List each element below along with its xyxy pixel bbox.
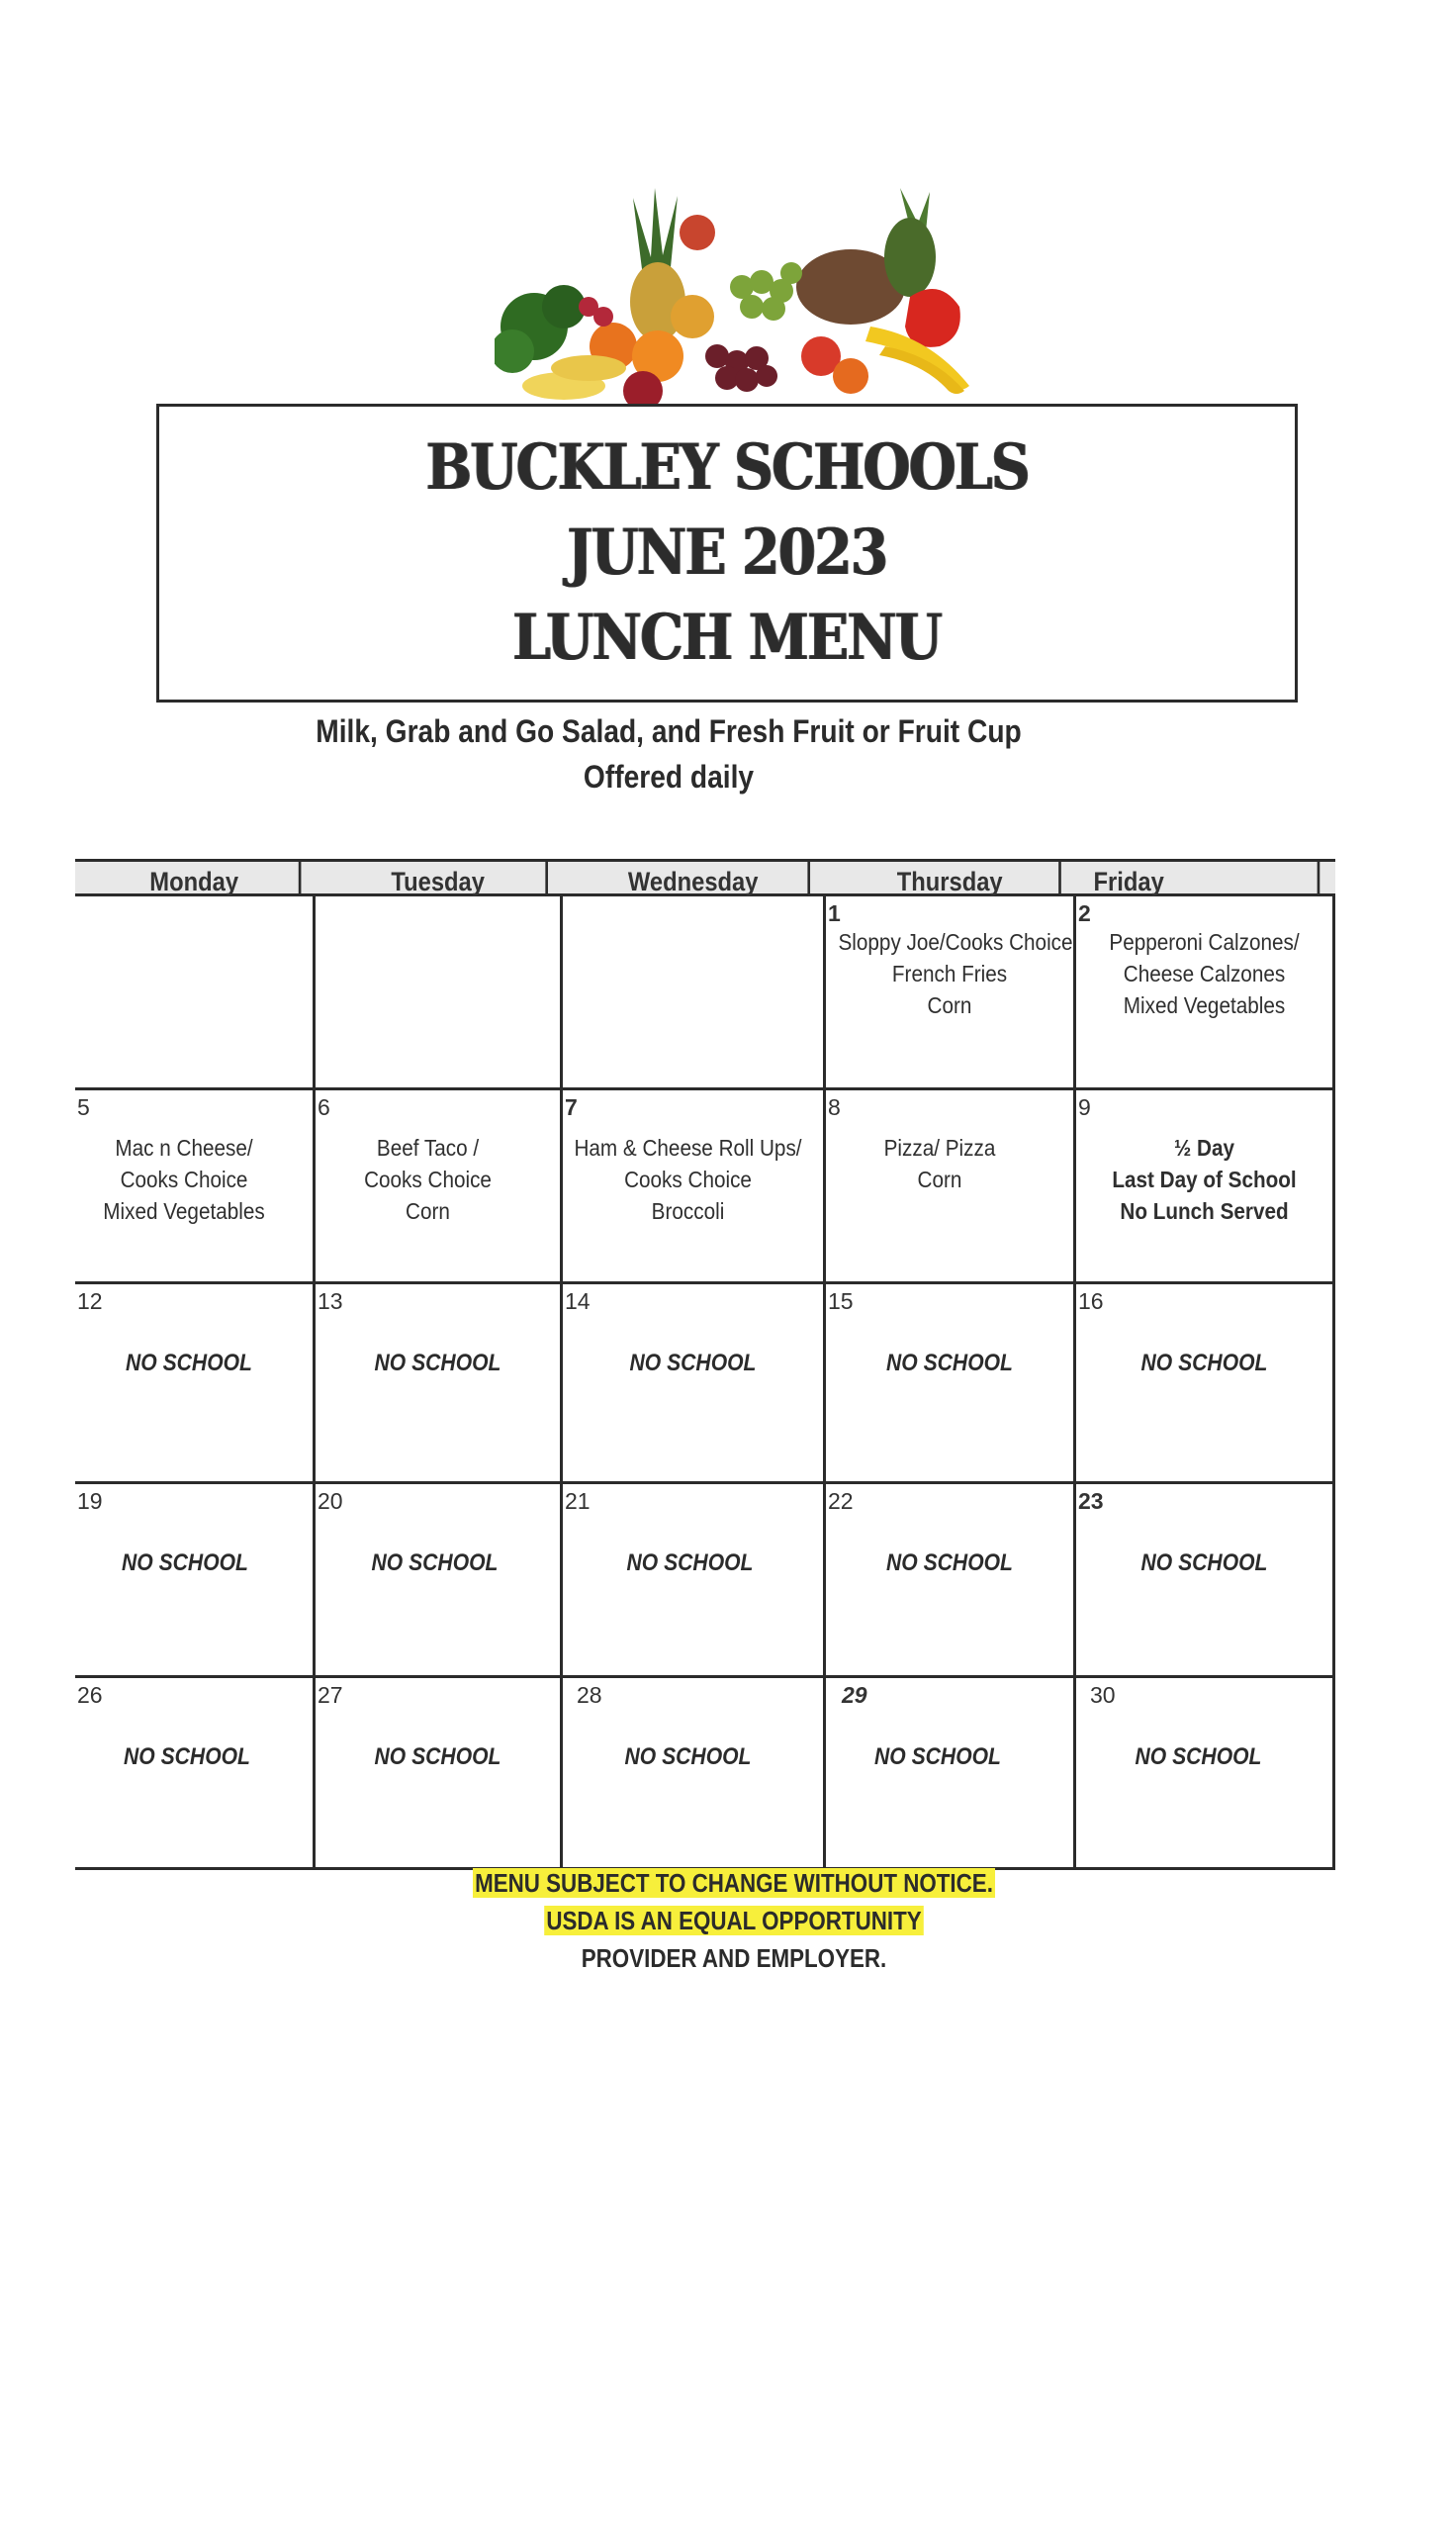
menu-item: Mixed Vegetables [1123,992,1286,1018]
menu-items [820,1132,1060,1195]
menu-item: ½ Day [1173,1135,1234,1161]
calendar-day-cell [826,1090,1076,1281]
menu-items [838,926,1073,1021]
day-number: 1 [828,900,841,926]
menu-item: Pizza/ Pizza [883,1135,996,1161]
day-number: 23 [1078,1488,1104,1514]
day-number: 2 [1078,900,1091,926]
day-number: 29 [842,1682,867,1708]
school-name: BUCKLEY SCHOOLS [425,430,1029,505]
day-number: 16 [1078,1288,1104,1314]
change-notice: MENU SUBJECT TO CHANGE WITHOUT NOTICE. [475,1868,993,1898]
daily-offering-note [80,708,1257,799]
calendar-day-cell [826,896,1076,1087]
title-box [156,404,1298,703]
no-school-label: NO SCHOOL [124,1743,250,1770]
menu-item: French Fries [891,961,1008,986]
no-school-label: NO SCHOOL [629,1350,757,1376]
calendar-day-cell [316,1284,563,1481]
no-school-label: NO SCHOOL [371,1549,499,1576]
no-school-label: NO SCHOOL [1135,1743,1262,1770]
day-number: 15 [828,1288,854,1314]
lunch-calendar [75,859,1335,1870]
no-school-label: NO SCHOOL [1140,1350,1268,1376]
day-number: 6 [318,1094,330,1120]
day-number: 5 [77,1094,90,1120]
menu-items [309,1132,546,1227]
day-number: 13 [318,1288,343,1314]
day-number: 8 [828,1094,841,1120]
day-number: 28 [577,1682,602,1708]
menu-item: Cooks Choice [364,1167,492,1192]
fruit-vegetable-banner-icon [495,188,1009,406]
calendar-day-cell [1076,1284,1335,1481]
menu-item: Cheese Calzones [1123,961,1286,986]
calendar-day-cell [75,1678,316,1867]
menu-item: No Lunch Served [1120,1198,1289,1224]
menu-items [1089,926,1320,1021]
day-number: 7 [565,1094,578,1120]
calendar-day-cell [316,896,563,1087]
calendar-day-cell [75,896,316,1087]
calendar-day-cell [563,1090,826,1281]
menu-item: Mac n Cheese/ [115,1135,253,1161]
menu-item: Corn [927,992,972,1018]
no-school-label: NO SCHOOL [886,1549,1013,1576]
day-number: 12 [77,1288,103,1314]
calendar-day-cell [1076,1484,1335,1675]
menu-items [1089,1132,1320,1227]
calendar-day-cell [826,1284,1076,1481]
calendar-week [75,896,1335,1090]
calendar-week [75,1284,1335,1484]
calendar-day-cell [316,1090,563,1281]
calendar-header [75,859,1335,896]
calendar-day-cell [1076,1678,1335,1867]
calendar-day-cell [563,1284,826,1481]
menu-items [567,1132,810,1227]
menu-month: JUNE 2023 [567,516,887,590]
no-school-label: NO SCHOOL [1140,1549,1268,1576]
menu-item: Cooks Choice [624,1167,752,1192]
menu-type: LUNCH MENU [512,601,942,675]
calendar-day-cell [1076,896,1335,1087]
day-header-tuesday: Tuesday [330,862,548,896]
no-school-label: NO SCHOOL [374,1350,501,1376]
day-header-thursday: Thursday [841,862,1061,896]
no-school-label: NO SCHOOL [874,1743,1001,1770]
day-number: 14 [565,1288,591,1314]
usda-statement-cont: PROVIDER AND EMPLOYER. [581,1943,887,1973]
daily-offering-label: Offered daily [583,759,755,795]
footer-notice [0,1864,1456,1977]
day-number: 22 [828,1488,854,1514]
calendar-day-cell [1076,1090,1335,1281]
calendar-week [75,1090,1335,1284]
day-number: 19 [77,1488,103,1514]
menu-item: Cooks Choice [120,1167,248,1192]
day-number: 9 [1078,1094,1091,1120]
no-school-label: NO SCHOOL [122,1549,248,1576]
day-header-wednesday: Wednesday [579,862,810,896]
no-school-label: NO SCHOOL [374,1743,501,1770]
calendar-day-cell [75,1284,316,1481]
day-header-monday: Monday [90,862,302,896]
menu-item: Corn [406,1198,450,1224]
menu-item: Broccoli [651,1198,725,1224]
menu-item: Beef Taco / [376,1135,480,1161]
calendar-day-cell [563,896,826,1087]
no-school-label: NO SCHOOL [126,1350,252,1376]
calendar-day-cell [826,1484,1076,1675]
calendar-week [75,1678,1335,1870]
day-number: 27 [318,1682,343,1708]
menu-item: Pepperoni Calzones/ [1109,929,1300,955]
calendar-day-cell [316,1678,563,1867]
day-number: 26 [77,1682,103,1708]
day-number: 20 [318,1488,343,1514]
day-number: 21 [565,1488,591,1514]
menu-item: Mixed Vegetables [103,1198,265,1224]
day-number: 30 [1090,1682,1116,1708]
no-school-label: NO SCHOOL [626,1549,754,1576]
calendar-day-cell [563,1678,826,1867]
menu-item: Ham & Cheese Roll Ups/ [574,1135,802,1161]
menu-items [68,1132,300,1227]
daily-offering-items: Milk, Grab and Go Salad, and Fresh Fruit or Fruit Cup [316,713,1022,749]
no-school-label: NO SCHOOL [624,1743,752,1770]
menu-item: Corn [917,1167,962,1192]
calendar-day-cell [316,1484,563,1675]
calendar-day-cell [75,1090,316,1281]
menu-item: Last Day of School [1112,1167,1297,1192]
usda-statement: USDA IS AN EQUAL OPPORTUNITY [546,1906,922,1935]
no-school-label: NO SCHOOL [886,1350,1013,1376]
calendar-day-cell [826,1678,1076,1867]
menu-item: Sloppy Joe/Cooks Choice [838,929,1073,955]
calendar-day-cell [563,1484,826,1675]
calendar-day-cell [75,1484,316,1675]
day-header-friday: Friday [1092,862,1320,896]
calendar-week [75,1484,1335,1678]
